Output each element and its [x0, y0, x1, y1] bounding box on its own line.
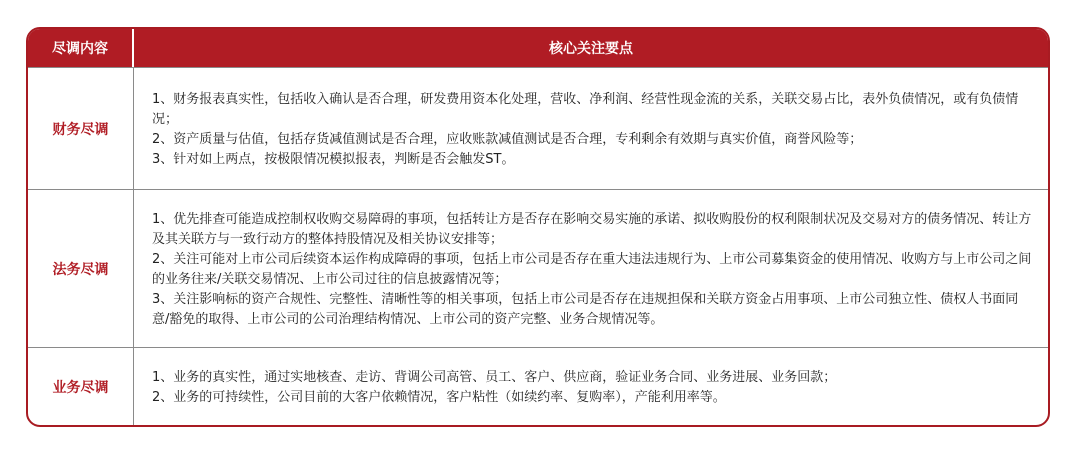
header-col-content: 尽调内容 — [28, 29, 134, 67]
list-item: 3、关注影响标的资产合规性、完整性、清晰性等的相关事项，包括上市公司是否存在违规担保和关联方资金占用事项、上市公司独立性、债权人书面同意/豁免的取得、上市公司的公司治理结构情况、上市公司的资产完整、业务合规情况等。 — [152, 291, 1019, 327]
row-content — [134, 190, 1048, 347]
row-content — [134, 68, 1048, 189]
list-item: 1、财务报表真实性，包括收入确认是否合理，研发费用资本化处理，营收、净利润、经营性现金流的关系，关联交易占比，表外负债情况，或有负债情况； — [152, 91, 1019, 127]
table-row-financial — [28, 67, 1048, 189]
list-item: 2、资产质量与估值，包括存货减值测试是否合理，应收账款减值测试是否合理，专利剩余有效期与真实价值，商誉风险等； — [152, 131, 863, 147]
list-item: 1、优先排查可能造成控制权收购交易障碍的事项，包括转让方是否存在影响交易实施的承诺、拟收购股份的权利限制状况及交易对方的债务情况、转让方及其关联方与一致行动方的整体持股情况及相关协议安排等； — [152, 211, 1032, 247]
table-row-business — [28, 347, 1048, 425]
row-label: 业务尽调 — [28, 348, 134, 425]
header-col-focus: 核心关注要点 — [549, 41, 633, 57]
table-header — [28, 29, 1048, 67]
row-label: 法务尽调 — [28, 190, 134, 347]
row-label: 财务尽调 — [28, 68, 134, 189]
list-item: 3、针对如上两点，按极限情况模拟报表，判断是否会触发ST。 — [152, 151, 515, 167]
table-row-legal — [28, 189, 1048, 347]
row-content — [134, 348, 1048, 425]
due-diligence-table — [26, 27, 1050, 427]
list-item: 2、关注可能对上市公司后续资本运作构成障碍的事项，包括上市公司是否存在重大违法违规行为、上市公司募集资金的使用情况、收购方与上市公司之间的业务往来/关联交易情况、上市公司过往的信息披露情况等； — [152, 251, 1032, 287]
list-item: 2、业务的可持续性，公司目前的大客户依赖情况，客户粘性（如续约率、复购率），产能利用率等。 — [152, 389, 726, 405]
list-item: 1、业务的真实性，通过实地核查、走访、背调公司高管、员工、客户、供应商，验证业务合同、业务进展、业务回款； — [152, 369, 837, 385]
